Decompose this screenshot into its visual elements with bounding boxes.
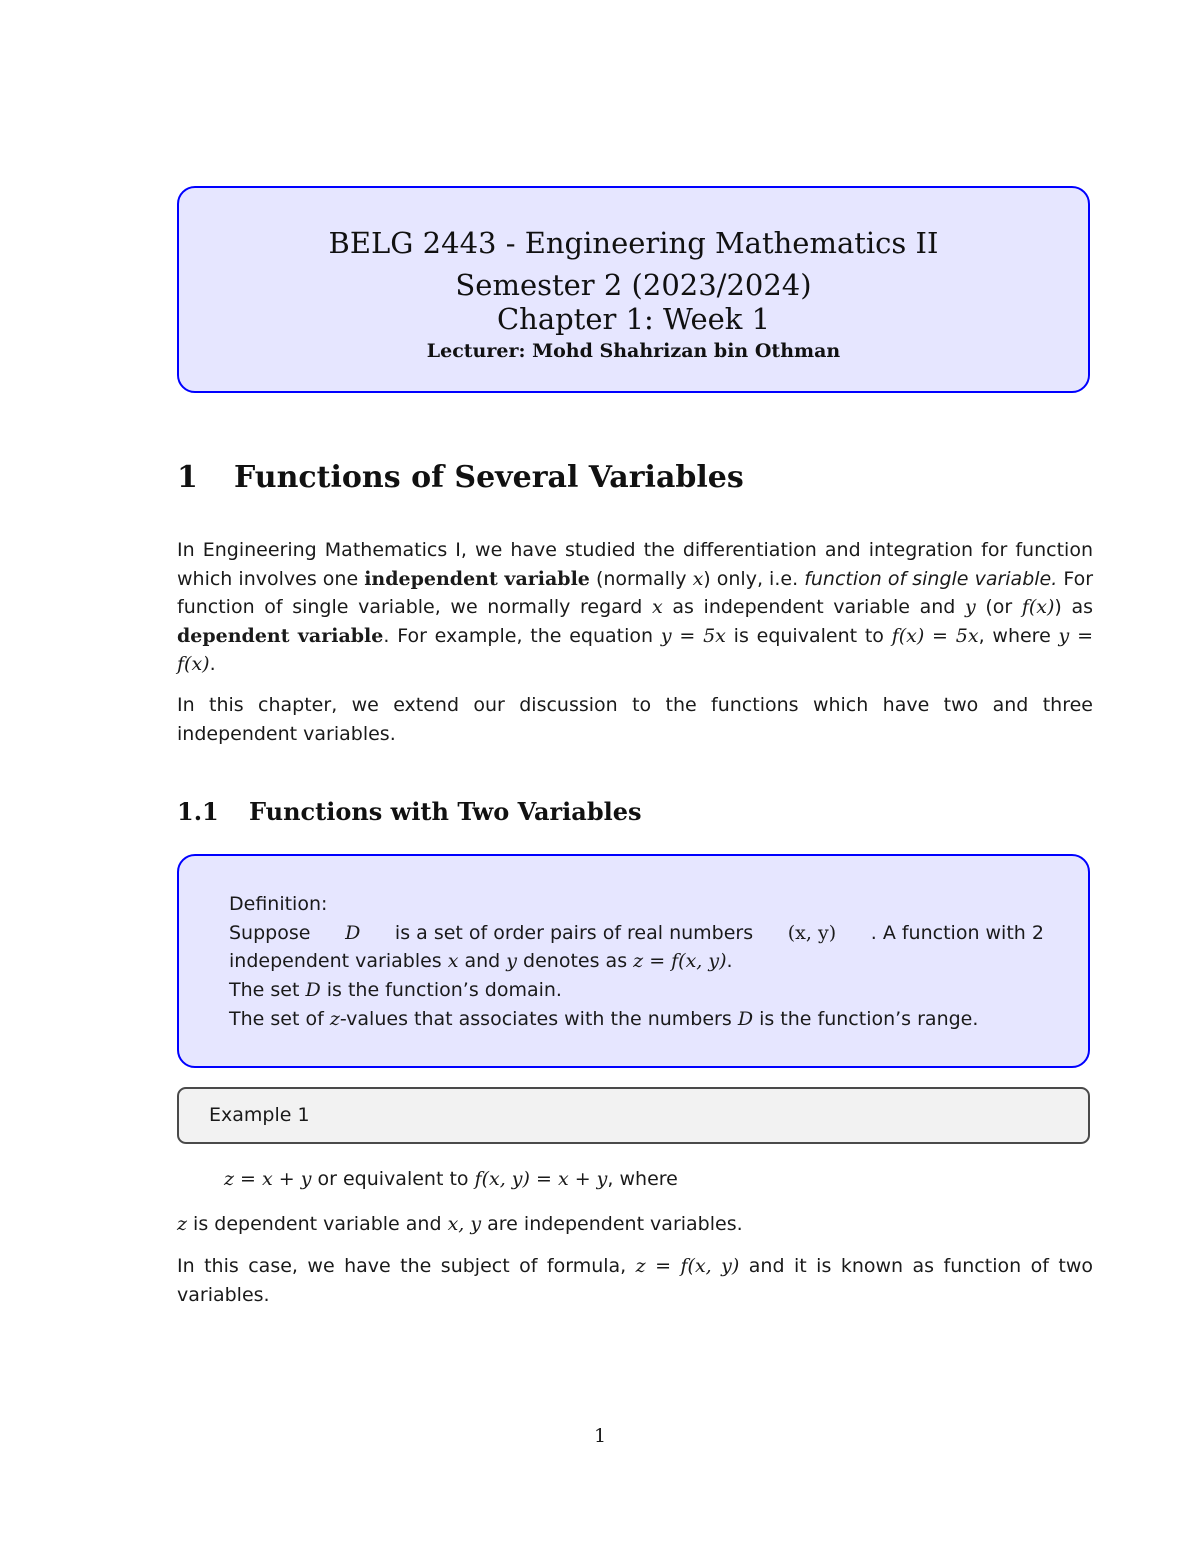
math-expression: f(x): [1021, 596, 1055, 618]
math-expression: z = x + y: [224, 1168, 312, 1190]
math-symbol: x: [652, 596, 663, 618]
text-run: In this case, we have the subject of formula,: [177, 1255, 636, 1277]
math-symbol: z: [329, 1007, 340, 1030]
definition-line: [229, 919, 1044, 948]
text-run: and it is known as function of two variables.: [177, 1255, 1093, 1306]
math-expression: y = 5x: [660, 624, 726, 647]
definition-line: [229, 976, 1044, 1005]
math-symbol: z: [177, 1213, 188, 1235]
example-box: [177, 1087, 1090, 1144]
conclusion-paragraph: [177, 1252, 1093, 1309]
text-run: .: [209, 653, 216, 675]
example-label: Example 1: [209, 1104, 310, 1126]
text-run: -values that associates with the numbers: [339, 1007, 738, 1030]
math-symbol: y: [964, 596, 976, 618]
text-run: and: [458, 950, 507, 973]
course-title: BELG 2443 - Engineering Mathematics II: [328, 226, 939, 260]
text-run: . For example, the equation: [383, 624, 661, 647]
text-run: ) as: [1054, 596, 1093, 618]
math-symbol: D: [737, 1007, 754, 1030]
text-run: In Engineering Mathematics I, we have studied the differentiation and integration for function which involves one: [177, 539, 1093, 590]
text-run: (normally: [589, 567, 693, 590]
definition-line: [229, 1005, 1044, 1034]
subsection-title: Functions with Two Variables: [249, 797, 642, 826]
text-run: Suppose: [229, 921, 311, 944]
variables-paragraph: [177, 1210, 1093, 1239]
semester-label: Semester 2 (2023/2024): [455, 268, 812, 302]
definition-body: [229, 890, 1044, 1034]
text-run: denotes as: [517, 950, 634, 973]
text-run: For function of single variable, we normally regard: [177, 567, 1094, 618]
text-run: . A function with 2: [870, 921, 1044, 944]
text-run: is equivalent to: [725, 624, 892, 647]
text-run: The set: [229, 979, 306, 1002]
text-run: (or: [975, 596, 1022, 618]
subsection-number: 1.1: [177, 797, 219, 826]
text-run: or equivalent to: [311, 1168, 475, 1190]
definition-box: [177, 854, 1090, 1068]
text-run: is the function’s range.: [753, 1007, 979, 1030]
math-expression: f(x) = 5x: [891, 624, 979, 647]
subsection-heading: [177, 797, 642, 826]
bold-term: dependent variable: [177, 624, 384, 647]
extension-paragraph: In this chapter, we extend our discussion to the functions which have two and three independent variables.: [177, 694, 1093, 745]
math-expression: y = f(x): [177, 624, 1093, 675]
chapter-label: Chapter 1: Week 1: [496, 302, 771, 336]
text-run: The set of: [229, 1007, 330, 1030]
text-run: ) only, i.e.: [703, 567, 805, 590]
text-run: is the function’s domain.: [320, 979, 562, 1002]
section-heading: [177, 460, 744, 495]
math-expression: x, y: [447, 1213, 482, 1235]
math-symbol: x: [447, 950, 459, 973]
text-run: as independent variable and: [662, 596, 965, 618]
text-run: is dependent variable and: [187, 1213, 448, 1235]
definition-heading: Definition:: [229, 893, 328, 915]
lecturer-label: Lecturer: Mohd Shahrizan bin Othman: [426, 340, 841, 362]
page-number: 1: [593, 1425, 607, 1447]
definition-line: [229, 947, 1044, 976]
example-equation: [224, 1168, 678, 1190]
math-symbol: D: [345, 921, 361, 944]
section-number: 1: [177, 460, 198, 495]
text-run: .: [726, 950, 733, 973]
bold-term: independent variable: [364, 567, 590, 590]
text-run: is a set of order pairs of real numbers: [394, 921, 754, 944]
math-expression: z = f(x, y): [635, 1255, 740, 1277]
math-symbol: x: [692, 567, 704, 590]
text-run: are independent variables.: [481, 1213, 743, 1235]
math-symbol: y: [506, 950, 518, 973]
intro-paragraph: [177, 536, 1093, 679]
title-box: [177, 186, 1090, 393]
text-run: , where: [978, 624, 1059, 647]
italic-term: function of single variable.: [804, 567, 1058, 590]
text-run: , where: [607, 1168, 678, 1190]
math-symbol: D: [305, 979, 321, 1002]
section-title: Functions of Several Variables: [234, 460, 744, 495]
math-expression: z = f(x, y): [633, 950, 727, 973]
text-run: independent variables: [229, 950, 448, 973]
math-expression: f(x, y) = x + y: [474, 1168, 608, 1190]
math-expression: (x, y): [787, 921, 837, 944]
